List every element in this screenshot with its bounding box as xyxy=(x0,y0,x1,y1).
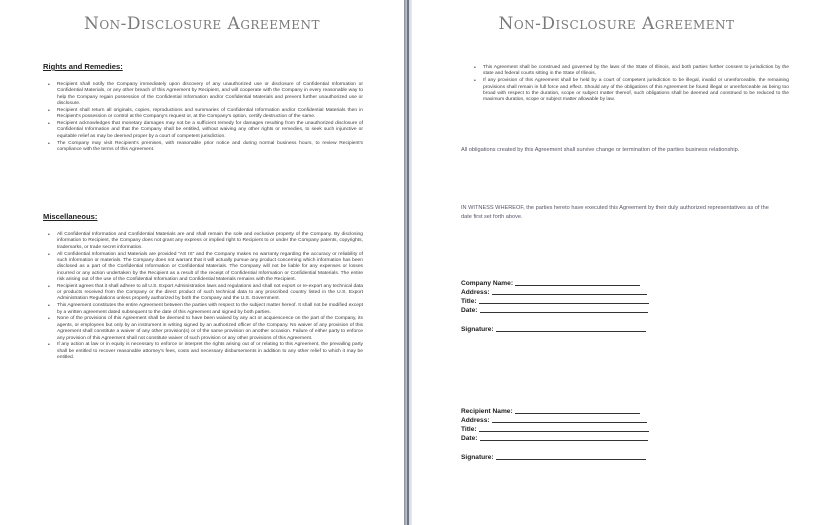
recipient-name-row xyxy=(461,406,649,415)
recipient-address-row xyxy=(461,415,649,424)
company-date-row xyxy=(461,305,649,314)
misc-clause-list xyxy=(45,232,363,362)
recipient-date-field[interactable] xyxy=(480,439,648,441)
list-item: • All Confidential Information and Materials are provided "AS IS" and the Company makes no warranty regarding the accuracy or reliability of such information or materials. The Company does not warrant that it will actually pursue any product concerning which information has been disclosed as a part of the Confidential Information or Confidential Materials. The Company will not be liable for any expenses or losses incurred or any action undertaken by the Recipient as a result of the receipt of Confidential Information or Confidential Materials. The entire risk arising out of the use of the Confidential Information and Confidential Materials remains with the Recipient. xyxy=(45,252,363,284)
recipient-name-label: Recipient Name: xyxy=(461,408,513,415)
company-name-label: Company Name: xyxy=(461,280,514,287)
list-item: • The Company may visit Recipient's premises, with reasonable prior notice and during normal business hours, to review Recipient's compliance with the terms of this Agreement. xyxy=(45,141,363,154)
list-item: • All Confidential Information and Confidential Materials are and shall remain the sole and exclusive property of the Company. By disclosing information to Recipient, the Company does not grant any express or implied right to Recipient to or under the Company patents, copyrights, trademarks, or trade secret information. xyxy=(45,232,363,251)
list-item: • This Agreement constitutes the entire Agreement between the parties with respect to the subject matter hereof. It shall not be modified except by a written agreement dated subsequent to the date of this Agreement and signed by both parties. xyxy=(45,303,363,316)
list-item: • This Agreement shall be construed and governed by the laws of the State of Illinois, and both parties further consent to jurisdiction by the state and federal courts sitting in the State of Illinois. xyxy=(471,65,789,78)
company-address-row xyxy=(461,287,649,296)
witness-clause-text: IN WITNESS WHEREOF, the parties hereto have executed this Agreement by their duly authorized representatives as of the date first set forth above. xyxy=(461,205,769,220)
company-title-label: Title: xyxy=(461,298,477,305)
recipient-date-row xyxy=(461,433,649,442)
page-divider xyxy=(404,0,412,525)
recipient-name-field[interactable] xyxy=(515,412,640,414)
recipient-title-row xyxy=(461,424,649,433)
recipient-signature-block xyxy=(461,406,649,461)
recipient-signature-field[interactable] xyxy=(496,458,646,460)
rights-remedies-heading: Rights and Remedies: xyxy=(43,62,123,71)
miscellaneous-heading: Miscellaneous: xyxy=(43,212,98,221)
list-item: • If any provision of this Agreement shall be held by a court of competent jurisdiction to be illegal, invalid or unenforceable, the remaining provisions shall remain in full force and effect. Should any of the obligations of this Agreement be found illegal or unenforceable as being too broad with respect to the duration, scope or subject matter thereof, such obligations shall be deemed and construed to be reduced to the maximum duration, scope or subject matter allowable by law. xyxy=(471,78,789,103)
company-signature-row xyxy=(461,324,649,333)
company-name-row xyxy=(461,278,649,287)
recipient-title-label: Title: xyxy=(461,426,477,433)
company-date-label: Date: xyxy=(461,307,478,314)
company-title-row xyxy=(461,296,649,305)
company-signature-block xyxy=(461,278,649,333)
company-title-field[interactable] xyxy=(479,302,649,304)
rights-clause-list xyxy=(45,82,363,154)
list-item: • If any action at law or in equity is necessary to enforce or interpret the rights arising out of or relating to this Agreement, the prevailing party shall be entitled to recover reasonable attorney's fees, costs and necessary disbursements in addition to any other relief to which it may be entitled. xyxy=(45,342,363,361)
company-address-label: Address: xyxy=(461,289,490,296)
list-item: • Recipient shall return all originals, copies, reproductions and summaries of Confidential Information and/or Confidential Materials then in Recipient's possession or control at the Company's request or, at the Company's option, certify destruction of the same. xyxy=(45,108,363,121)
recipient-signature-label: Signature: xyxy=(461,454,494,461)
list-item: • None of the provisions of this Agreement shall be deemed to have been waived by any act or acquiescence on the part of the Company, its agents, or employees but only by an instrument in writing signed by an authorized officer of the Company. No waiver of any provision of this Agreement shall constitute a waiver of any other provision(s) or of the same provision on another occasion. Failure of either party to enforce any provision of this Agreement shall not constitute waiver of such provision or any other provisions of this Agreement. xyxy=(45,316,363,341)
list-item: • Recipient shall notify the Company immediately upon discovery of any unauthorized use or disclosure of Confidential Information or Confidential Materials, or any other breach of this Agreement by Recipient, and will cooperate with the Company in every reasonable way to help the Company regain possession of the Confidential Information and/or Confidential Materials and prevent further unauthorized use or disclosure. xyxy=(45,82,363,107)
company-address-field[interactable] xyxy=(492,293,647,295)
recipient-address-field[interactable] xyxy=(492,421,647,423)
company-name-field[interactable] xyxy=(515,284,640,286)
company-signature-label: Signature: xyxy=(461,326,494,333)
recipient-date-label: Date: xyxy=(461,435,478,442)
survival-clause-text: All obligations created by this Agreement shall survive change or termination of the parties business relationship. xyxy=(461,147,740,153)
list-item: • Recipient agrees that it shall adhere to all U.S. Export Administration laws and regulations and shall not export or re-export any technical data or products received from the Company or the direct product of such technical data to any proscribed country listed in the U.S. Export Administration Regulations unless properly authorized by both the Company and the U.S. Government. xyxy=(45,284,363,303)
recipient-title-field[interactable] xyxy=(479,430,649,432)
recipient-signature-row xyxy=(461,452,649,461)
page-title: Non-Disclosure Agreement xyxy=(498,14,735,34)
company-date-field[interactable] xyxy=(480,311,648,313)
document-page-left xyxy=(0,0,404,525)
company-signature-field[interactable] xyxy=(496,330,646,332)
list-item: • Recipient acknowledges that monetary damages may not be a sufficient remedy for damages resulting from the unauthorized disclosure of Confidential Information and that the Company shall be entitled, without waiving any other rights or remedies, to seek such injunctive or equitable relief as may be deemed proper by a court of competent jurisdiction. xyxy=(45,121,363,140)
governing-clause-list xyxy=(471,65,789,104)
page-title: Non-Disclosure Agreement xyxy=(83,14,321,34)
recipient-address-label: Address: xyxy=(461,417,490,424)
